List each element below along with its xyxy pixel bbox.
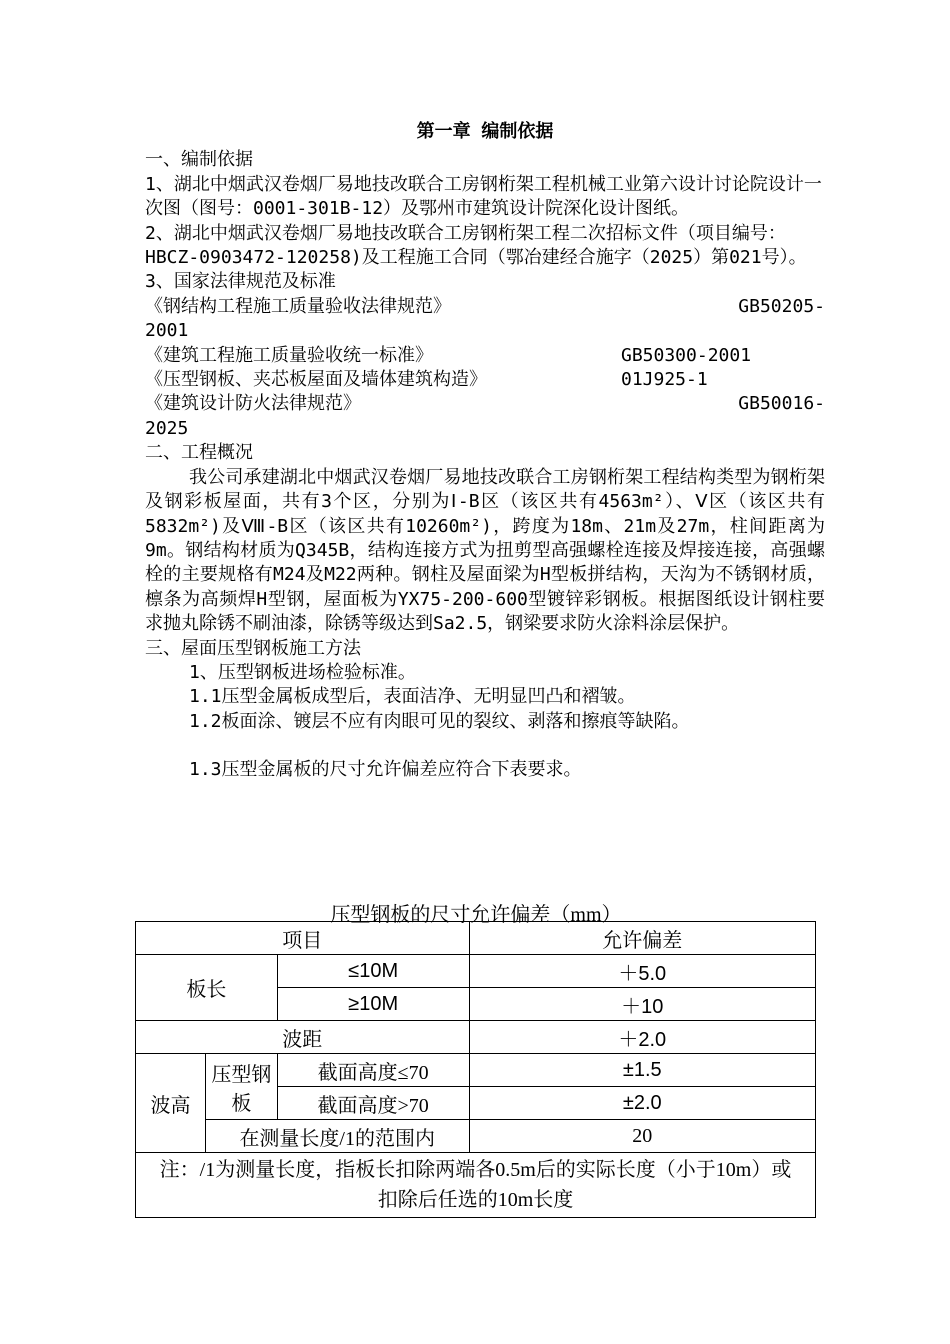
header-item: 项目 — [136, 922, 470, 955]
standard-name: 《建筑工程施工质量验收统一标准》 — [145, 344, 433, 366]
standard-name: 《钢结构工程施工质量验收法律规范》 — [145, 295, 451, 317]
pitch-label: 波距 — [136, 1021, 470, 1054]
standard-row — [145, 295, 825, 319]
project-overview: 我公司承建湖北中烟武汉卷烟厂易地技改联合工房钢桁架工程结构类型为钢桁架及钢彩板屋面，共有3个区，分别为Ⅰ-B区（该区共有4563m²）、Ⅴ区（该区共有5832m²)及Ⅷ-B区（该区共有10260m²)，跨度为18m、21m及27m，柱间距离为9m。钢结构材质为Q345B，结构连接方式为扭剪型高强螺栓连接及焊接连接，高强螺栓的主要规格有M24及M22两种。钢柱及屋面梁为H型板拼结构，天沟为不锈钢材质，檩条为高频焊H型钢，屋面板为YX75-200-600型镀锌彩钢板。根据图纸设计钢柱要求抛丸除锈不刷油漆，除锈等级达到Sa2.5，钢梁要求防火涂料涂层保护。 — [145, 466, 825, 635]
inspection-1-3: 1.3压型金属板的尺寸允许偏差应符合下表要求。 — [189, 759, 582, 781]
section-gt70: 截面高度>70 — [277, 1087, 469, 1120]
standard-name: 《建筑设计防火法律规范》 — [145, 393, 361, 415]
value-le10: ＋5.0 — [469, 955, 815, 988]
inspection-1-2: 1.2板面涂、镀层不应有肉眼可见的裂纹、剥落和擦痕等缺陷。 — [189, 710, 690, 732]
steel-plate-label: 压型钢板 — [205, 1054, 277, 1120]
standard-code: GB50300-2001 — [621, 344, 752, 366]
basis-item-3: 3、国家法律规范及标准 — [145, 271, 336, 293]
table-caption: 压型钢板的尺寸允许偏差（mm） — [330, 904, 622, 926]
section-le70: 截面高度≤70 — [277, 1054, 469, 1087]
standard-name: 《压型钢板、夹芯板屋面及墙体建筑构造》 — [145, 369, 487, 391]
section1-heading: 一、编制依据 — [145, 149, 253, 171]
standard-code: 01J925-1 — [621, 369, 708, 391]
standard-code-cont: 2025 — [145, 417, 189, 439]
length-ge10: ≥10M — [277, 988, 469, 1021]
inspection-1-1: 1.1压型金属板成型后，表面洁净、无明显凹凸和褶皱。 — [189, 686, 636, 708]
length-le10: ≤10M — [277, 955, 469, 988]
standard-code: GB50016- — [738, 393, 825, 415]
basis-item-1: 1、湖北中烟武汉卷烟厂易地技改联合工房钢桁架工程机械工业第六设计讨论院设计一次图（图号：0001-301B-12）及鄂州市建筑设计院深化设计图纸。 — [145, 173, 822, 220]
standard-code: GB50205- — [738, 295, 825, 317]
value-range: 20 — [469, 1120, 815, 1153]
basis-item-2: 2、湖北中烟武汉卷烟厂易地技改联合工房钢桁架工程二次招标文件（项目编号：HBCZ-0903472-120258)及工程施工合同（鄂冶建经合施字（2025）第021号）。 — [145, 222, 807, 269]
value-le70: ±1.5 — [469, 1054, 815, 1087]
value-ge10: ＋10 — [469, 988, 815, 1021]
table-row — [136, 1120, 816, 1153]
document-body — [145, 120, 825, 783]
table-note-row — [136, 1153, 816, 1218]
inspection-title: 1、压型钢板进场检验标准。 — [189, 661, 416, 683]
section3-heading: 三、屋面压型钢板施工方法 — [145, 637, 361, 659]
value-gt70: ±2.0 — [469, 1087, 815, 1120]
wave-height-label: 波高 — [136, 1054, 206, 1153]
tolerance-table — [135, 921, 816, 1218]
board-length-label: 板长 — [136, 955, 278, 1021]
range-label: 在测量长度/1的范围内 — [205, 1120, 469, 1153]
standard-row — [145, 368, 825, 392]
chapter-title: 第一章 编制依据 — [416, 121, 554, 142]
table-note: 注：/1为测量长度，指板长扣除两端各0.5m后的实际长度（小于10m）或扣除后任选的10m长度 — [136, 1153, 816, 1218]
section2-heading: 二、工程概况 — [145, 442, 253, 464]
table-row — [136, 1054, 816, 1087]
table-row — [136, 1021, 816, 1054]
header-tolerance: 允许偏差 — [469, 922, 815, 955]
value-pitch: ＋2.0 — [469, 1021, 815, 1054]
standard-row — [145, 344, 825, 368]
standard-code-cont: 2001 — [145, 320, 189, 342]
standard-row — [145, 392, 825, 416]
table-row — [136, 955, 816, 988]
table-header-row — [136, 922, 816, 955]
